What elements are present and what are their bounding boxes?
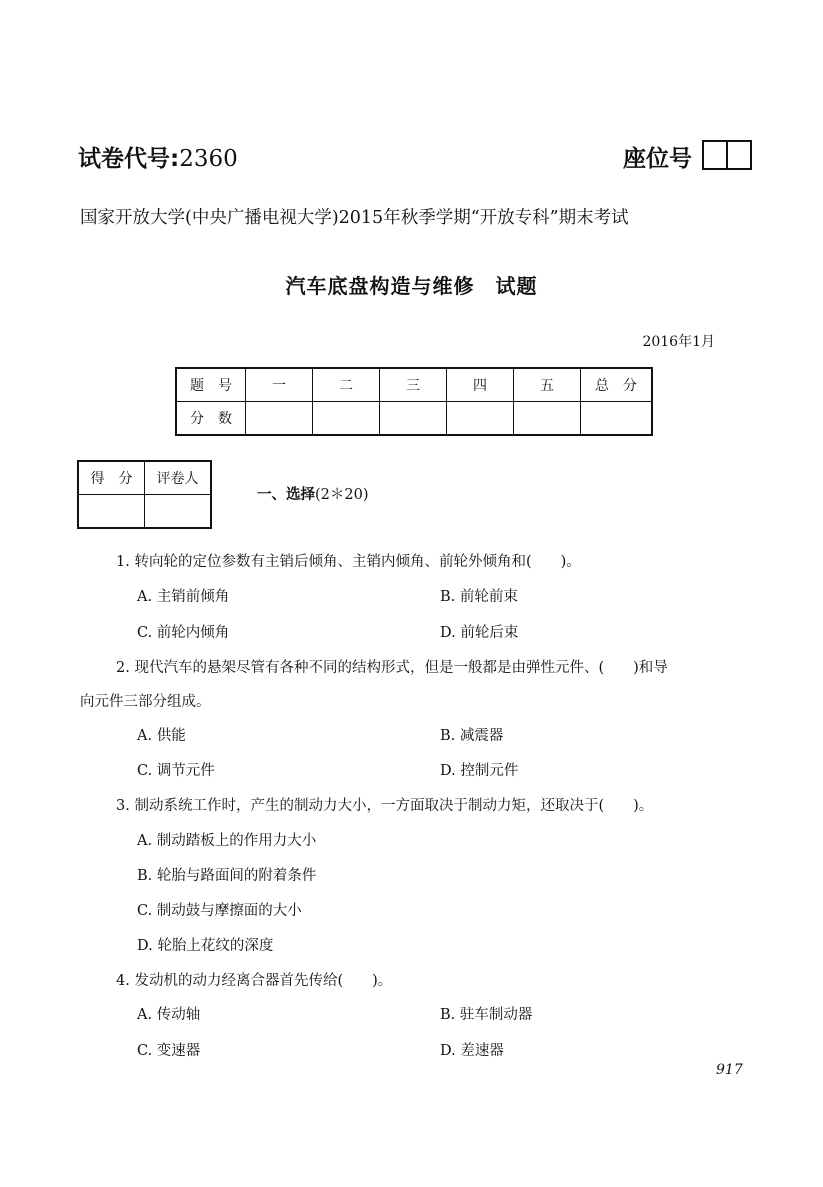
seat-box-2 — [726, 142, 750, 168]
option: C. 调节元件 — [137, 763, 215, 779]
grader-score-label: 得 分 — [78, 461, 145, 495]
score-table-cell: 四 — [447, 368, 514, 402]
grader-name-cell — [145, 495, 212, 529]
option: D. 控制元件 — [440, 763, 519, 779]
section-score: (2＊20) — [315, 487, 369, 503]
question-stem: 3. 制动系统工作时，产生的制动力大小，一方面取决于制动力矩，还取决于( )。 — [116, 798, 654, 814]
score-table-cell: 一 — [246, 368, 313, 402]
score-input-cell — [313, 402, 380, 436]
university-line: 国家开放大学(中央广播电视大学)2015年秋季学期“开放专科”期末考试 — [80, 208, 629, 228]
option: B. 前轮前束 — [440, 589, 518, 605]
exam-code-value: 2360 — [179, 146, 238, 172]
grader-table — [77, 460, 212, 529]
score-table-cell: 二 — [313, 368, 380, 402]
section-title-text: 一、选择 — [257, 487, 315, 503]
score-table-score-row — [176, 402, 652, 436]
exam-code — [78, 140, 238, 173]
score-input-cell — [581, 402, 653, 436]
seat-number-boxes — [702, 140, 752, 170]
option: D. 前轮后束 — [440, 625, 519, 641]
option: C. 前轮内倾角 — [137, 625, 230, 641]
score-table-cell: 总 分 — [581, 368, 653, 402]
option: C. 制动鼓与摩擦面的大小 — [137, 903, 302, 919]
option: A. 供能 — [137, 728, 186, 744]
score-table-cell: 分 数 — [176, 402, 246, 436]
grader-name-label: 评卷人 — [145, 461, 212, 495]
section-title — [257, 483, 369, 504]
exam-title: 汽车底盘构造与维修 试题 — [285, 274, 538, 298]
question-stem-continued: 向元件三部分组成。 — [80, 694, 211, 710]
score-input-cell — [447, 402, 514, 436]
question-stem: 1. 转向轮的定位参数有主销后倾角、主销内倾角、前轮外倾角和( )。 — [116, 554, 581, 570]
score-input-cell — [246, 402, 313, 436]
option: B. 减震器 — [440, 728, 504, 744]
option: D. 轮胎上花纹的深度 — [137, 938, 274, 954]
grader-score-cell — [78, 495, 145, 529]
exam-code-label: 试卷代号: — [78, 146, 180, 172]
option: C. 变速器 — [137, 1043, 201, 1059]
seat-box-1 — [704, 142, 726, 168]
exam-date: 2016年1月 — [642, 334, 715, 350]
score-input-cell — [514, 402, 581, 436]
option: B. 轮胎与路面间的附着条件 — [137, 868, 317, 884]
option: A. 主销前倾角 — [137, 589, 230, 605]
option: A. 制动踏板上的作用力大小 — [137, 833, 317, 849]
seat-number-label: 座位号 — [623, 146, 692, 172]
option: A. 传动轴 — [137, 1007, 201, 1023]
score-table-cell: 五 — [514, 368, 581, 402]
question-stem: 4. 发动机的动力经离合器首先传给( )。 — [116, 973, 393, 989]
score-table-cell: 题 号 — [176, 368, 246, 402]
score-table-cell: 三 — [380, 368, 447, 402]
option: B. 驻车制动器 — [440, 1007, 533, 1023]
option: D. 差速器 — [440, 1043, 504, 1059]
score-table — [175, 367, 653, 436]
question-stem: 2. 现代汽车的悬架尽管有各种不同的结构形式，但是一般都是由弹性元件、( )和导 — [116, 660, 668, 676]
score-input-cell — [380, 402, 447, 436]
score-table-header-row — [176, 368, 652, 402]
page-number: 917 — [716, 1062, 743, 1078]
